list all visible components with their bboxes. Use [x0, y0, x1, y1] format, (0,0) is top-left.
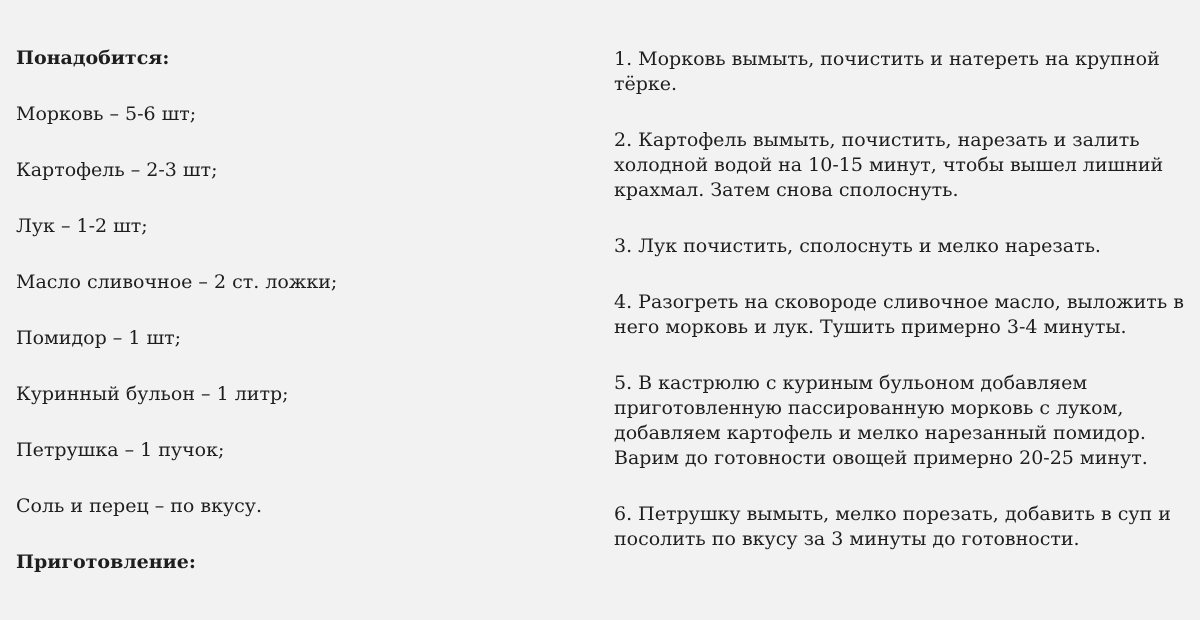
step-item: 1. Морковь вымыть, почистить и натереть на крупной тёрке.: [614, 48, 1160, 95]
ingredient-item: Помидор – 1 шт;: [16, 327, 182, 349]
ingredient-item: Куринный бульон – 1 литр;: [16, 383, 289, 405]
ingredient-item: Масло сливочное – 2 ст. ложки;: [16, 271, 338, 293]
step-item: 5. В кастрюлю с куриным бульоном добавляем приготовленную пассированную морковь с луком, добавляем картофель и мелко нарезанный помидор. Варим до готовности овощей примерно 20-25 минут.: [614, 372, 1148, 469]
ingredient-item: Соль и перец – по вкусу.: [16, 495, 262, 517]
step-item: 4. Разогреть на сковороде сливочное масло, выложить в него морковь и лук. Тушить примерно 3-4 минуты.: [614, 291, 1184, 338]
ingredient-item: Лук – 1-2 шт;: [16, 215, 148, 237]
ingredients-heading: Понадобится:: [16, 47, 170, 69]
ingredient-item: Картофель – 2-3 шт;: [16, 159, 218, 181]
step-item: 6. Петрушку вымыть, мелко порезать, добавить в суп и посолить по вкусу за 3 минуты до готовности.: [614, 503, 1171, 550]
ingredient-item: Петрушка – 1 пучок;: [16, 439, 225, 461]
step-item: 2. Картофель вымыть, почистить, нарезать и залить холодной водой на 10-15 минут, чтобы вышел лишний крахмал. Затем снова сполоснуть.: [614, 129, 1164, 201]
steps-column: [614, 47, 1189, 552]
step-item: 3. Лук почистить, сполоснуть и мелко нарезать.: [614, 235, 1101, 257]
ingredient-item: Морковь – 5-6 шт;: [16, 103, 197, 125]
ingredients-column: [16, 46, 576, 575]
preparation-heading: Приготовление:: [16, 551, 196, 573]
